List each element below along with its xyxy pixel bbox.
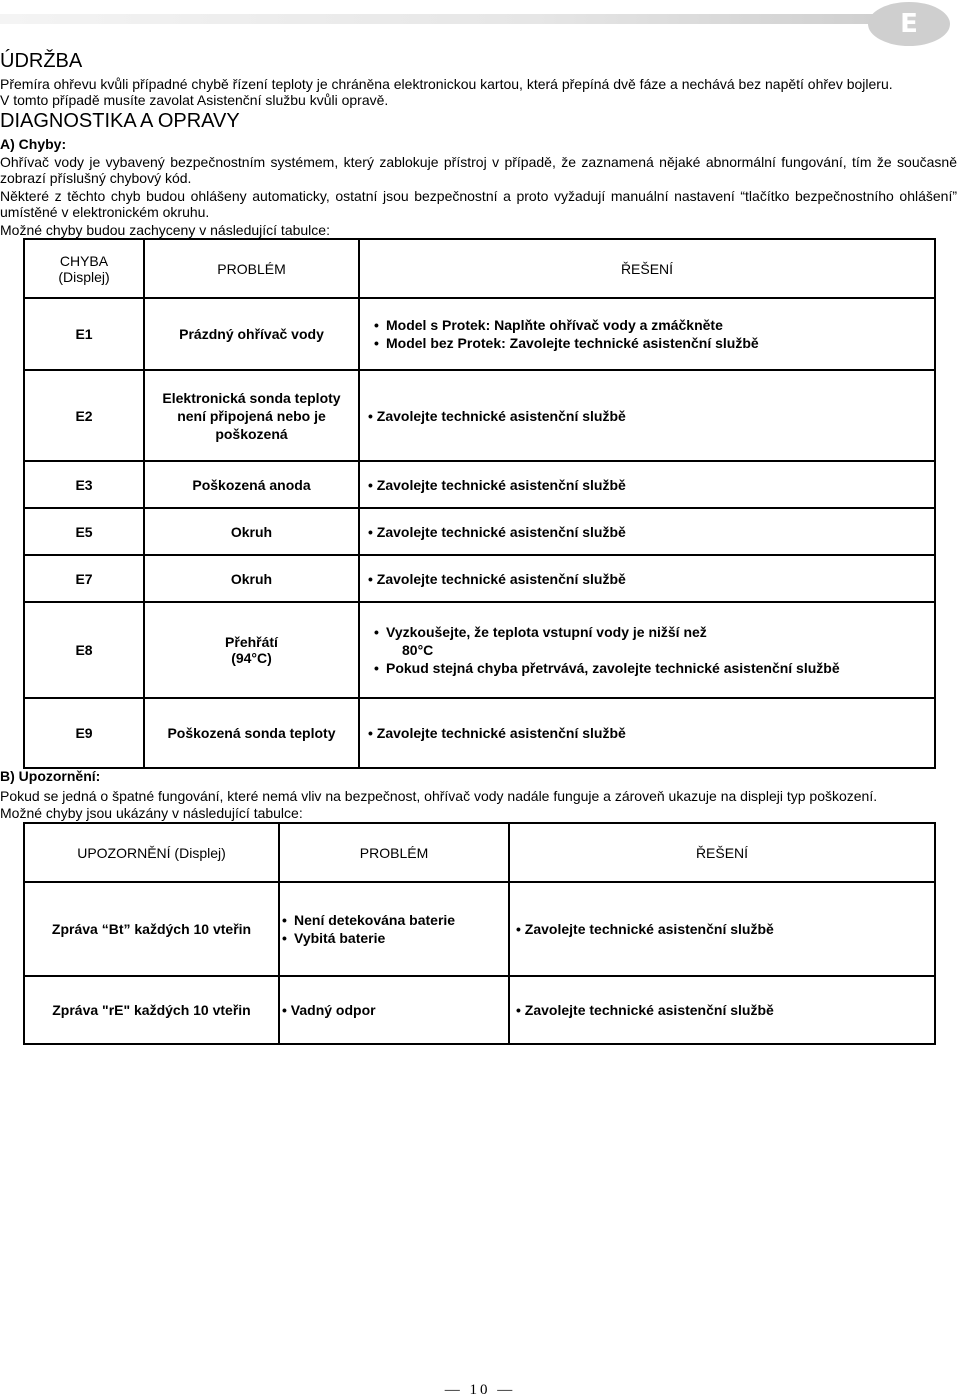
error-solution: • Zavolejte technické asistenční službě bbox=[359, 370, 935, 461]
error-table bbox=[23, 238, 936, 769]
error-problem: Elektronická sonda teploty není připojená nebo je poškozená bbox=[144, 370, 359, 461]
solution-text: Zavolejte technické asistenční službě bbox=[376, 725, 626, 741]
errors-heading: A) Chyby: bbox=[0, 136, 67, 152]
table-row bbox=[24, 976, 935, 1044]
solution-item: • Pokud stejná chyba přetrvává, zavolejte technické asistenční službě bbox=[374, 659, 934, 677]
solution-text: Zavolejte technické asistenční službě bbox=[376, 407, 626, 424]
solution-text: Zavolejte technické asistenční službě bbox=[376, 476, 626, 493]
table-row bbox=[24, 461, 935, 508]
error-solution: • Zavolejte technické asistenční službě bbox=[359, 508, 935, 555]
problem-item: • Vybitá baterie bbox=[282, 929, 508, 947]
error-code: E8 bbox=[24, 602, 144, 698]
header-code: UPOZORNĚNÍ (Displej) bbox=[24, 823, 279, 882]
warning-table-header bbox=[24, 823, 935, 882]
error-code: E1 bbox=[24, 298, 144, 370]
diagnostics-title: DIAGNOSTIKA A OPRAVY bbox=[0, 110, 240, 132]
warning-solution: • Zavolejte technické asistenční službě bbox=[509, 882, 935, 976]
solution-item: • Vyzkoušejte, že teplota vstupní vody je nižší než bbox=[374, 623, 934, 641]
header-code-line1: CHYBA bbox=[59, 252, 109, 269]
table-row bbox=[24, 370, 935, 461]
warnings-paragraph-2: Možné chyby jsou ukázány v následující tabulce: bbox=[0, 805, 303, 821]
warning-solution: • Zavolejte technické asistenční službě bbox=[509, 976, 935, 1044]
error-code: E3 bbox=[24, 461, 144, 508]
table-row bbox=[24, 298, 935, 370]
problem-line1: Přehřátí bbox=[225, 634, 278, 650]
problem-text: Vadný odpor bbox=[290, 1002, 376, 1018]
header-problem: PROBLÉM bbox=[144, 239, 359, 298]
warning-table bbox=[23, 822, 936, 1045]
problem-item: • Není detekována baterie bbox=[282, 911, 508, 929]
header-bar bbox=[0, 14, 890, 24]
warnings-heading: B) Upozornění: bbox=[0, 768, 101, 784]
table-row bbox=[24, 698, 935, 768]
problem-line2: (94°C) bbox=[231, 650, 272, 666]
error-code: E2 bbox=[24, 370, 144, 461]
error-solution bbox=[359, 602, 935, 698]
header-solution: ŘEŠENÍ bbox=[509, 823, 935, 882]
error-code: E5 bbox=[24, 508, 144, 555]
errors-paragraph-3: Možné chyby budou zachyceny v následující tabulce: bbox=[0, 222, 330, 238]
warning-code: Zpráva “Bt” každých 10 vteřin bbox=[24, 882, 279, 976]
language-badge: E bbox=[868, 2, 950, 46]
solution-text: Zavolejte technické asistenční službě bbox=[524, 921, 774, 937]
solution-text: Zavolejte technické asistenční službě bbox=[524, 1002, 774, 1018]
page-number: — 10 — bbox=[444, 1382, 516, 1398]
warning-problem: • Vadný odpor bbox=[279, 976, 509, 1044]
warning-code: Zpráva "rE" každých 10 vteřin bbox=[24, 976, 279, 1044]
error-solution bbox=[359, 298, 935, 370]
error-code: E9 bbox=[24, 698, 144, 768]
error-problem: Poškozená sonda teploty bbox=[144, 698, 359, 768]
error-solution: • Zavolejte technické asistenční službě bbox=[359, 698, 935, 768]
error-problem: Okruh bbox=[144, 555, 359, 602]
error-solution: • Zavolejte technické asistenční službě bbox=[359, 555, 935, 602]
table-row bbox=[24, 555, 935, 602]
header-problem: PROBLÉM bbox=[279, 823, 509, 882]
warning-problem bbox=[279, 882, 509, 976]
error-table-header bbox=[24, 239, 935, 298]
solution-text: Zavolejte technické asistenční službě bbox=[376, 570, 626, 587]
error-problem bbox=[144, 602, 359, 698]
solution-item: • Model bez Protek: Zavolejte technické asistenční službě bbox=[374, 334, 934, 352]
solution-continuation: 80°C bbox=[402, 642, 434, 658]
table-row bbox=[24, 508, 935, 555]
table-row bbox=[24, 882, 935, 976]
maintenance-text-2: V tomto případě musíte zavolat Asistenční službu kvůli opravě. bbox=[0, 92, 389, 108]
error-problem: Okruh bbox=[144, 508, 359, 555]
solution-text: Zavolejte technické asistenční službě bbox=[376, 523, 626, 540]
maintenance-title: ÚDRŽBA bbox=[0, 50, 83, 72]
error-problem: Prázdný ohřívač vody bbox=[144, 298, 359, 370]
error-problem: Poškozená anoda bbox=[144, 461, 359, 508]
header-code-line2: (Displej) bbox=[58, 268, 110, 285]
error-solution: • Zavolejte technické asistenční službě bbox=[359, 461, 935, 508]
warnings-paragraph-1: Pokud se jedná o špatné fungování, které nemá vliv na bezpečnost, ohřívač vody nadále funguje a zároveň ukazuje na displeji typ poškození. bbox=[0, 788, 878, 804]
table-row bbox=[24, 602, 935, 698]
error-code: E7 bbox=[24, 555, 144, 602]
solution-item: • Model s Protek: Naplňte ohřívač vody a zmáčkněte bbox=[374, 316, 934, 334]
page-number-value: 10 bbox=[469, 1382, 491, 1398]
header-solution: ŘEŠENÍ bbox=[359, 239, 935, 298]
header-code bbox=[24, 239, 144, 298]
errors-paragraph-2: Některé z těchto chyb budou ohlášeny automaticky, ostatní jsou bezpečnostní a proto vyžadují manuální nastavení “tlačítko bezpečnostního ohlášení” umístěné v elektronickém okruhu. bbox=[0, 188, 957, 220]
errors-paragraph-1: Ohřívač vody je vybavený bezpečnostním systémem, který zablokuje přístroj v případě, že zaznamená nějaké abnormální fungování, tím že současně zobrazí příslušný chybový kód. bbox=[0, 154, 957, 186]
maintenance-text-1: Přemíra ohřevu kvůli případné chybě řízení teploty je chráněna elektronickou kartou, která přepíná dvě fáze a nechává bez napětí ohřev bojleru. bbox=[0, 76, 893, 92]
